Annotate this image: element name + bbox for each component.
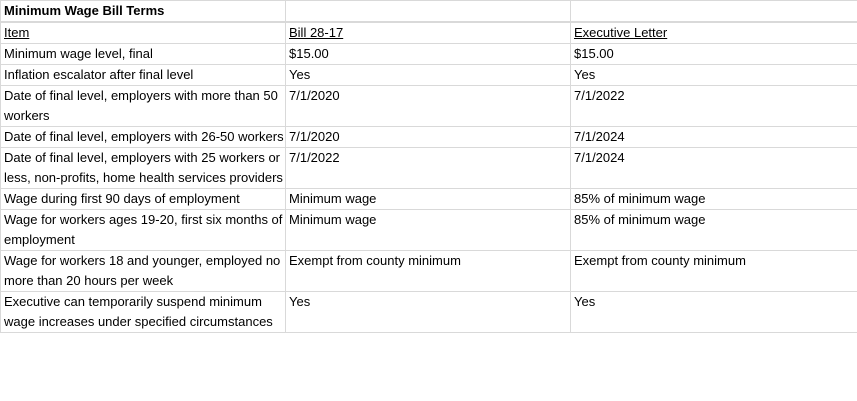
empty-cell[interactable] (571, 1, 857, 22)
table-row (1, 127, 857, 148)
table-row (1, 65, 857, 86)
bill-cell[interactable]: Yes (286, 292, 571, 333)
bill-cell[interactable]: Yes (286, 65, 571, 86)
header-executive-label: Executive Letter (574, 25, 668, 40)
executive-cell[interactable]: 85% of minimum wage (571, 189, 857, 210)
item-cell[interactable]: Wage during first 90 days of employment (1, 189, 286, 210)
executive-cell[interactable]: Yes (571, 292, 857, 333)
table-row (1, 148, 857, 189)
bill-cell[interactable]: 7/1/2022 (286, 148, 571, 189)
title-cell[interactable] (1, 1, 286, 22)
sheet-title: Minimum Wage Bill Terms (4, 3, 165, 18)
item-cell[interactable]: Date of final level, employers with 26-50 workers (1, 127, 286, 148)
bill-cell[interactable]: 7/1/2020 (286, 127, 571, 148)
bill-cell[interactable]: 7/1/2020 (286, 86, 571, 127)
table-row (1, 86, 857, 127)
item-cell[interactable]: Inflation escalator after final level (1, 65, 286, 86)
executive-cell[interactable]: Exempt from county minimum (571, 251, 857, 292)
executive-cell[interactable]: 7/1/2024 (571, 148, 857, 189)
table-row (1, 44, 857, 65)
item-cell[interactable]: Date of final level, employers with 25 workers or less, non-profits, home health services providers (1, 148, 286, 189)
header-item-label: Item (4, 25, 30, 40)
item-cell[interactable]: Minimum wage level, final (1, 44, 286, 65)
executive-cell[interactable]: 85% of minimum wage (571, 210, 857, 251)
bill-cell[interactable]: Minimum wage (286, 210, 571, 251)
header-cell-executive[interactable] (571, 23, 857, 44)
table-row (1, 292, 857, 333)
header-row (1, 23, 857, 44)
bill-cell[interactable]: $15.00 (286, 44, 571, 65)
item-cell[interactable]: Date of final level, employers with more than 50 workers (1, 86, 286, 127)
bill-cell[interactable]: Minimum wage (286, 189, 571, 210)
executive-cell[interactable]: Yes (571, 65, 857, 86)
table-row (1, 189, 857, 210)
header-cell-bill[interactable] (286, 23, 571, 44)
bill-cell[interactable]: Exempt from county minimum (286, 251, 571, 292)
table-row (1, 210, 857, 251)
item-cell[interactable]: Wage for workers 18 and younger, employed no more than 20 hours per week (1, 251, 286, 292)
header-bill-label: Bill 28-17 (289, 25, 344, 40)
empty-cell[interactable] (286, 1, 571, 22)
executive-cell[interactable]: 7/1/2024 (571, 127, 857, 148)
title-row (1, 1, 857, 22)
table-row (1, 251, 857, 292)
item-cell[interactable]: Wage for workers ages 19-20, first six months of employment (1, 210, 286, 251)
executive-cell[interactable]: $15.00 (571, 44, 857, 65)
item-cell[interactable]: Executive can temporarily suspend minimum wage increases under specified circumstances (1, 292, 286, 333)
header-cell-item[interactable] (1, 23, 286, 44)
executive-cell[interactable]: 7/1/2022 (571, 86, 857, 127)
